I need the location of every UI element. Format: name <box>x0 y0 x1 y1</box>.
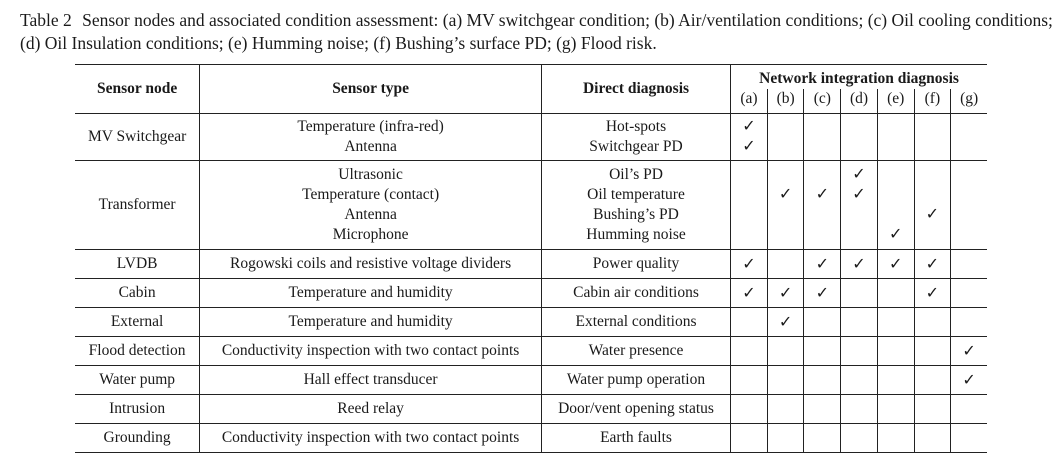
check-mark-icon: ✓ <box>778 186 793 203</box>
cell-sensor-type <box>200 161 542 250</box>
cell-diagnosis-a <box>731 250 768 279</box>
header-sensor-node: Sensor node <box>75 65 200 114</box>
diagnosis-text: External conditions <box>575 313 697 330</box>
cell-diagnosis-c <box>804 250 841 279</box>
check-mark-icon <box>878 165 914 185</box>
check-mark-icon: ✓ <box>889 226 903 243</box>
cell-diagnosis-g <box>951 114 987 161</box>
cell-sensor-type <box>200 337 542 366</box>
table-row <box>75 250 987 279</box>
check-mark-icon <box>768 137 804 157</box>
table-caption <box>20 9 1055 55</box>
diagnosis-text: Cabin air conditions <box>573 284 699 301</box>
sensor-type-text: Ultrasonic <box>338 166 403 183</box>
cell-diagnosis-d <box>841 114 878 161</box>
header-direct-diagnosis: Direct diagnosis <box>541 65 730 114</box>
check-mark-icon: ✓ <box>742 118 756 135</box>
cell-diagnosis-c <box>804 308 841 337</box>
cell-diagnosis-c <box>804 366 841 395</box>
diagnosis-text: Bushing’s PD <box>593 206 679 223</box>
cell-diagnosis-g <box>951 161 987 250</box>
table-row <box>75 114 987 161</box>
check-mark-icon <box>878 117 914 137</box>
cell-sensor-type <box>200 424 542 453</box>
cell-sensor-node: Cabin <box>75 279 200 308</box>
sensor-type-text: Reed relay <box>337 400 404 417</box>
check-mark-icon <box>804 205 840 225</box>
check-mark-icon <box>878 185 914 205</box>
sensor-type-text: Conductivity inspection with two contact points <box>221 429 520 446</box>
check-mark-icon <box>768 225 804 245</box>
check-mark-icon: ✓ <box>925 206 940 223</box>
cell-diagnosis-a <box>731 424 768 453</box>
cell-diagnosis-f <box>914 337 951 366</box>
check-mark-icon <box>915 225 951 245</box>
check-mark-icon <box>951 117 987 137</box>
check-mark-icon <box>731 165 767 185</box>
diagnosis-text: Water pump operation <box>566 371 706 388</box>
cell-diagnosis-d <box>841 161 878 250</box>
sensor-type-text: Temperature (infra-red) <box>297 118 444 135</box>
cell-sensor-node: LVDB <box>75 250 200 279</box>
cell-diagnosis-c <box>804 114 841 161</box>
cell-diagnosis-c <box>804 424 841 453</box>
cell-diagnosis-b <box>767 424 804 453</box>
cell-diagnosis-f <box>914 114 951 161</box>
check-mark-icon <box>804 225 840 245</box>
table-row <box>75 366 987 395</box>
cell-diagnosis-e <box>877 279 914 308</box>
cell-diagnosis-b <box>767 395 804 424</box>
check-mark-icon: ✓ <box>742 256 756 273</box>
check-mark-icon <box>878 137 914 157</box>
check-mark-icon: ✓ <box>852 166 866 183</box>
check-mark-icon: ✓ <box>778 314 793 331</box>
check-mark-icon <box>951 185 987 205</box>
cell-direct-diagnosis <box>541 279 730 308</box>
cell-diagnosis-e <box>877 424 914 453</box>
check-mark-icon <box>951 225 987 245</box>
cell-diagnosis-f <box>914 424 951 453</box>
cell-diagnosis-g <box>951 308 987 337</box>
check-mark-icon: ✓ <box>742 138 756 155</box>
cell-diagnosis-g <box>951 250 987 279</box>
check-mark-icon <box>915 185 951 205</box>
cell-sensor-type <box>200 250 542 279</box>
cell-diagnosis-b <box>767 250 804 279</box>
diagnosis-text: Oil temperature <box>587 186 685 203</box>
diagnosis-text: Earth faults <box>600 429 672 446</box>
check-mark-icon <box>878 205 914 225</box>
check-mark-icon <box>804 137 840 157</box>
header-sub-a: (a) <box>731 89 768 114</box>
header-sub-b: (b) <box>767 89 804 114</box>
cell-direct-diagnosis <box>541 337 730 366</box>
cell-sensor-type <box>200 395 542 424</box>
table-row <box>75 395 987 424</box>
cell-diagnosis-b <box>767 279 804 308</box>
cell-diagnosis-e <box>877 250 914 279</box>
check-mark-icon <box>915 165 951 185</box>
cell-diagnosis-a <box>731 395 768 424</box>
cell-diagnosis-c <box>804 161 841 250</box>
cell-sensor-node: Intrusion <box>75 395 200 424</box>
diagnosis-text: Switchgear PD <box>589 138 683 155</box>
cell-sensor-type <box>200 279 542 308</box>
cell-diagnosis-f <box>914 395 951 424</box>
cell-direct-diagnosis <box>541 424 730 453</box>
check-mark-icon: ✓ <box>815 285 830 302</box>
check-mark-icon <box>804 165 840 185</box>
check-mark-icon <box>915 117 951 137</box>
check-mark-icon <box>841 225 877 245</box>
check-mark-icon: ✓ <box>852 256 866 273</box>
cell-diagnosis-c <box>804 279 841 308</box>
cell-direct-diagnosis <box>541 395 730 424</box>
cell-sensor-type <box>200 114 542 161</box>
header-sensor-type: Sensor type <box>200 65 542 114</box>
sensor-type-text: Hall effect transducer <box>303 371 438 388</box>
cell-direct-diagnosis <box>541 161 730 250</box>
cell-sensor-type <box>200 308 542 337</box>
caption-label: Table 2 <box>20 10 72 30</box>
table-body <box>75 114 987 453</box>
check-mark-icon: ✓ <box>925 285 940 302</box>
cell-diagnosis-a <box>731 114 768 161</box>
check-mark-icon: ✓ <box>778 285 793 302</box>
check-mark-icon <box>768 117 804 137</box>
cell-direct-diagnosis <box>541 114 730 161</box>
cell-diagnosis-e <box>877 395 914 424</box>
cell-direct-diagnosis <box>541 250 730 279</box>
sensor-type-text: Antenna <box>344 138 397 155</box>
sensor-type-text: Temperature and humidity <box>288 313 453 330</box>
sensor-type-text: Conductivity inspection with two contact points <box>221 342 520 359</box>
cell-diagnosis-e <box>877 366 914 395</box>
check-mark-icon <box>731 185 767 205</box>
cell-sensor-node: External <box>75 308 200 337</box>
check-mark-icon <box>841 205 877 225</box>
check-mark-icon: ✓ <box>815 256 830 273</box>
check-mark-icon: ✓ <box>742 285 756 302</box>
cell-diagnosis-d <box>841 366 878 395</box>
header-sub-e: (e) <box>877 89 914 114</box>
cell-diagnosis-d <box>841 279 878 308</box>
cell-sensor-node: Water pump <box>75 366 200 395</box>
check-mark-icon <box>731 225 767 245</box>
cell-diagnosis-c <box>804 337 841 366</box>
cell-direct-diagnosis <box>541 308 730 337</box>
cell-diagnosis-e <box>877 161 914 250</box>
cell-diagnosis-d <box>841 337 878 366</box>
cell-diagnosis-d <box>841 250 878 279</box>
check-mark-icon: ✓ <box>962 372 976 389</box>
cell-direct-diagnosis <box>541 366 730 395</box>
check-mark-icon <box>768 205 804 225</box>
cell-diagnosis-a <box>731 279 768 308</box>
check-mark-icon <box>951 165 987 185</box>
cell-diagnosis-b <box>767 308 804 337</box>
cell-diagnosis-g <box>951 424 987 453</box>
cell-sensor-node: MV Switchgear <box>75 114 200 161</box>
table-row <box>75 161 987 250</box>
cell-diagnosis-f <box>914 250 951 279</box>
cell-diagnosis-d <box>841 424 878 453</box>
header-network-diagnosis: Network integration diagnosis <box>731 65 987 90</box>
check-mark-icon: ✓ <box>852 186 866 203</box>
cell-diagnosis-f <box>914 161 951 250</box>
check-mark-icon: ✓ <box>889 256 903 273</box>
sensor-type-text: Rogowski coils and resistive voltage dividers <box>230 255 512 272</box>
cell-diagnosis-g <box>951 337 987 366</box>
check-mark-icon <box>841 137 877 157</box>
sensor-type-text: Temperature and humidity <box>288 284 453 301</box>
cell-diagnosis-a <box>731 366 768 395</box>
header-sub-g: (g) <box>951 89 987 114</box>
cell-diagnosis-g <box>951 366 987 395</box>
check-mark-icon <box>915 137 951 157</box>
cell-diagnosis-f <box>914 366 951 395</box>
check-mark-icon <box>804 117 840 137</box>
table-row <box>75 279 987 308</box>
header-sub-f: (f) <box>914 89 951 114</box>
cell-diagnosis-b <box>767 161 804 250</box>
cell-diagnosis-b <box>767 366 804 395</box>
caption-text: Sensor nodes and associated condition assessment: (a) MV switchgear condition; (b) Air/ventilation conditions; (c) Oil cooling conditions; (d) Oil Insulation conditions; (e) Humming noise; (f) Bushing’s surface PD; (g) Flood risk. <box>20 10 1053 53</box>
cell-diagnosis-f <box>914 308 951 337</box>
cell-diagnosis-b <box>767 337 804 366</box>
cell-sensor-node: Transformer <box>75 161 200 250</box>
table-row <box>75 308 987 337</box>
cell-diagnosis-e <box>877 337 914 366</box>
diagnosis-text: Humming noise <box>586 226 686 243</box>
cell-diagnosis-d <box>841 395 878 424</box>
diagnosis-text: Oil’s PD <box>609 166 663 183</box>
diagnosis-text: Hot-spots <box>605 118 667 135</box>
cell-diagnosis-b <box>767 114 804 161</box>
check-mark-icon <box>768 165 804 185</box>
check-mark-icon <box>841 117 877 137</box>
sensor-type-text: Microphone <box>332 226 409 243</box>
sensor-table <box>75 64 987 453</box>
diagnosis-text: Door/vent opening status <box>558 400 714 417</box>
diagnosis-text: Power quality <box>592 255 680 272</box>
cell-diagnosis-c <box>804 395 841 424</box>
check-mark-icon <box>951 205 987 225</box>
sensor-type-text: Temperature (contact) <box>302 186 440 203</box>
check-mark-icon <box>731 205 767 225</box>
check-mark-icon: ✓ <box>815 186 830 203</box>
cell-diagnosis-d <box>841 308 878 337</box>
header-sub-c: (c) <box>804 89 841 114</box>
cell-diagnosis-g <box>951 395 987 424</box>
cell-sensor-type <box>200 366 542 395</box>
check-mark-icon: ✓ <box>925 256 940 273</box>
table-row <box>75 337 987 366</box>
check-mark-icon <box>951 137 987 157</box>
cell-diagnosis-e <box>877 114 914 161</box>
cell-sensor-node: Grounding <box>75 424 200 453</box>
header-sub-d: (d) <box>841 89 878 114</box>
cell-diagnosis-f <box>914 279 951 308</box>
diagnosis-text: Water presence <box>588 342 684 359</box>
cell-diagnosis-a <box>731 308 768 337</box>
table-header <box>75 65 987 114</box>
table-row <box>75 424 987 453</box>
cell-diagnosis-a <box>731 161 768 250</box>
cell-sensor-node: Flood detection <box>75 337 200 366</box>
cell-diagnosis-a <box>731 337 768 366</box>
cell-diagnosis-g <box>951 279 987 308</box>
sensor-type-text: Antenna <box>344 206 397 223</box>
cell-diagnosis-e <box>877 308 914 337</box>
check-mark-icon: ✓ <box>962 343 976 360</box>
